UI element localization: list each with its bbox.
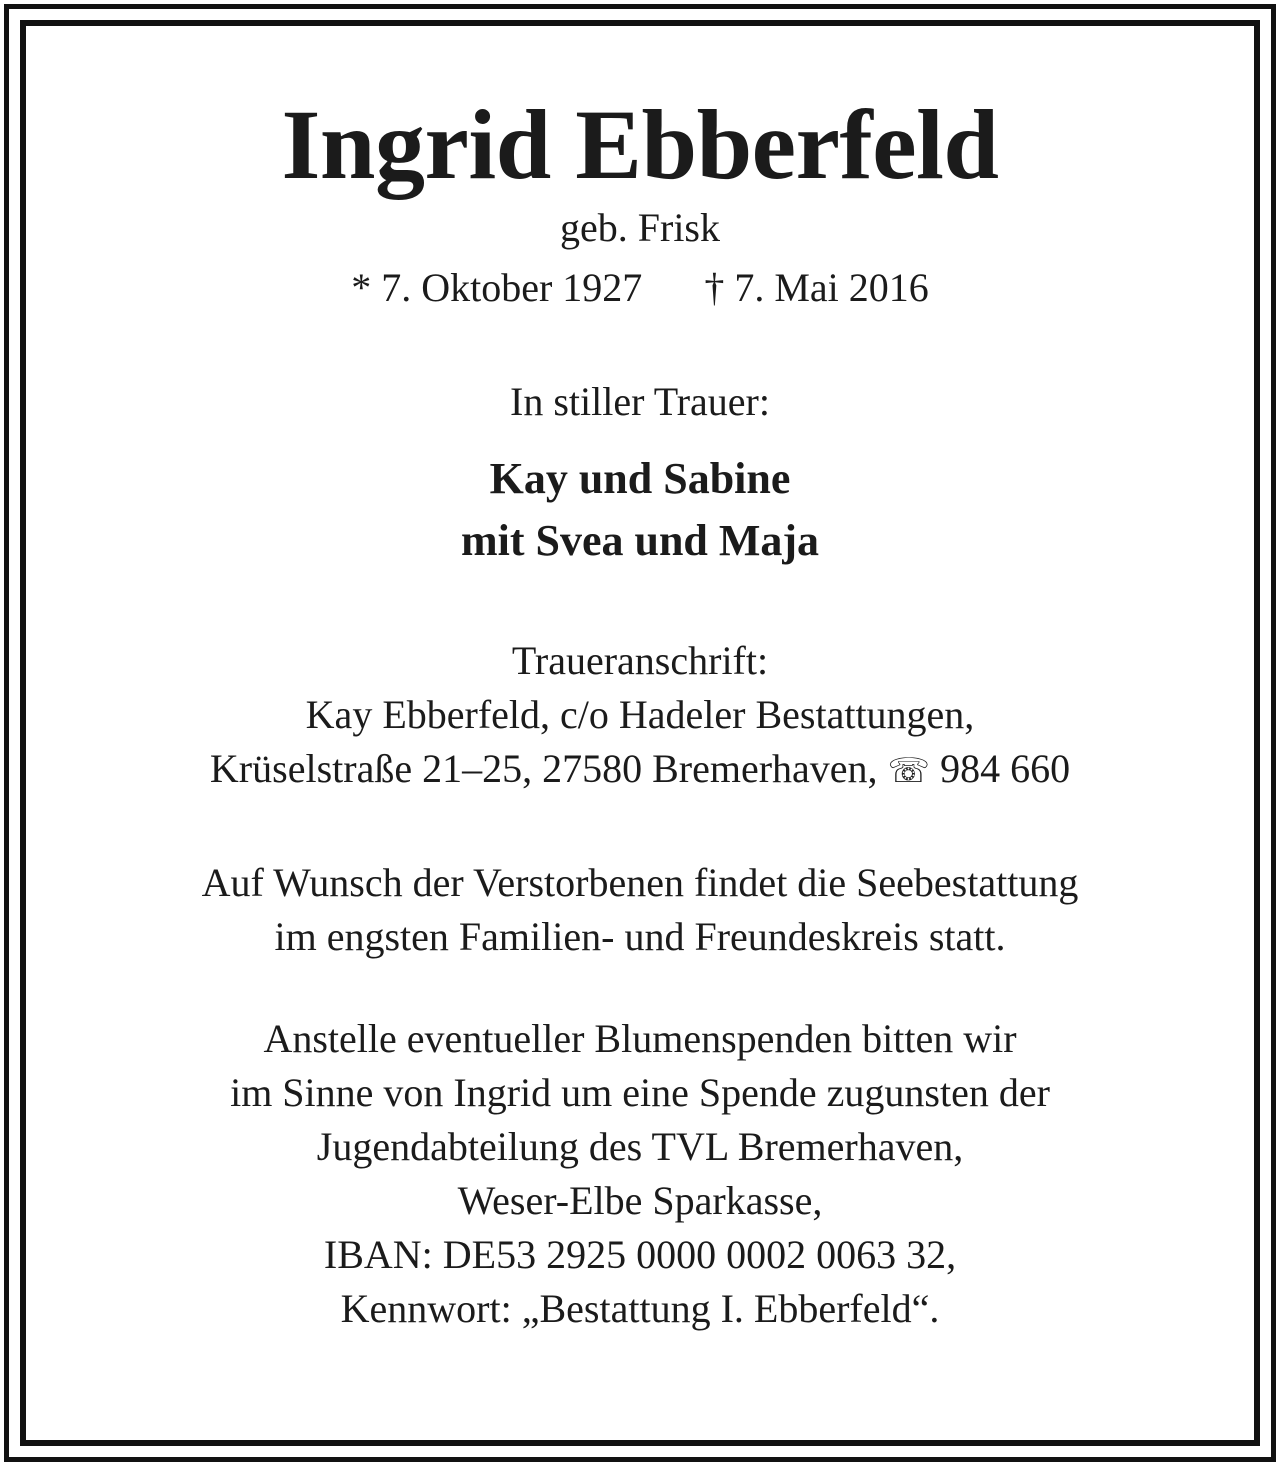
phone-number: 984 660 xyxy=(940,746,1071,791)
maiden-name: geb. Frisk xyxy=(560,205,720,250)
life-dates xyxy=(26,264,1254,312)
address-street: Krüselstraße 21–25, 27580 Bremerhaven, xyxy=(209,746,878,791)
address-label: Traueranschrift: xyxy=(511,638,769,683)
mourning-address xyxy=(26,634,1254,798)
donation-note-line: Jugendabteilung des TVL Bremerhaven, xyxy=(316,1124,964,1169)
death-date: † 7. Mai 2016 xyxy=(704,265,929,310)
address-line: Kay Ebberfeld, c/o Hadeler Bestattungen, xyxy=(305,692,975,737)
burial-note-line: Auf Wunsch der Verstorbenen findet die Seebestattung xyxy=(201,860,1079,905)
donation-note-line: Anstelle eventueller Blumenspenden bitten wir xyxy=(263,1016,1017,1061)
telephone-icon: ☏ xyxy=(887,751,931,791)
donation-note xyxy=(26,1012,1254,1336)
donation-note-line: Weser-Elbe Sparkasse, xyxy=(457,1178,823,1223)
burial-note xyxy=(26,856,1254,964)
mourner-line: mit Svea und Maja xyxy=(460,516,820,565)
obituary-notice xyxy=(26,26,1254,1336)
mourner-line: Kay und Sabine xyxy=(489,454,791,503)
deceased-name: Ingrid Ebberfeld xyxy=(281,89,999,200)
mourners-block xyxy=(26,448,1254,572)
burial-note-line: im engsten Familien- und Freundeskreis statt. xyxy=(274,914,1006,959)
birth-date: * 7. Oktober 1927 xyxy=(351,265,643,310)
address-line xyxy=(26,742,1254,798)
donation-keyword: Kennwort: „Bestattung I. Ebberfeld“. xyxy=(340,1286,940,1331)
mourning-intro: In stiller Trauer: xyxy=(510,379,770,424)
donation-iban: IBAN: DE53 2925 0000 0002 0063 32, xyxy=(323,1232,957,1277)
donation-note-line: im Sinne von Ingrid um eine Spende zugunsten der xyxy=(230,1070,1050,1115)
